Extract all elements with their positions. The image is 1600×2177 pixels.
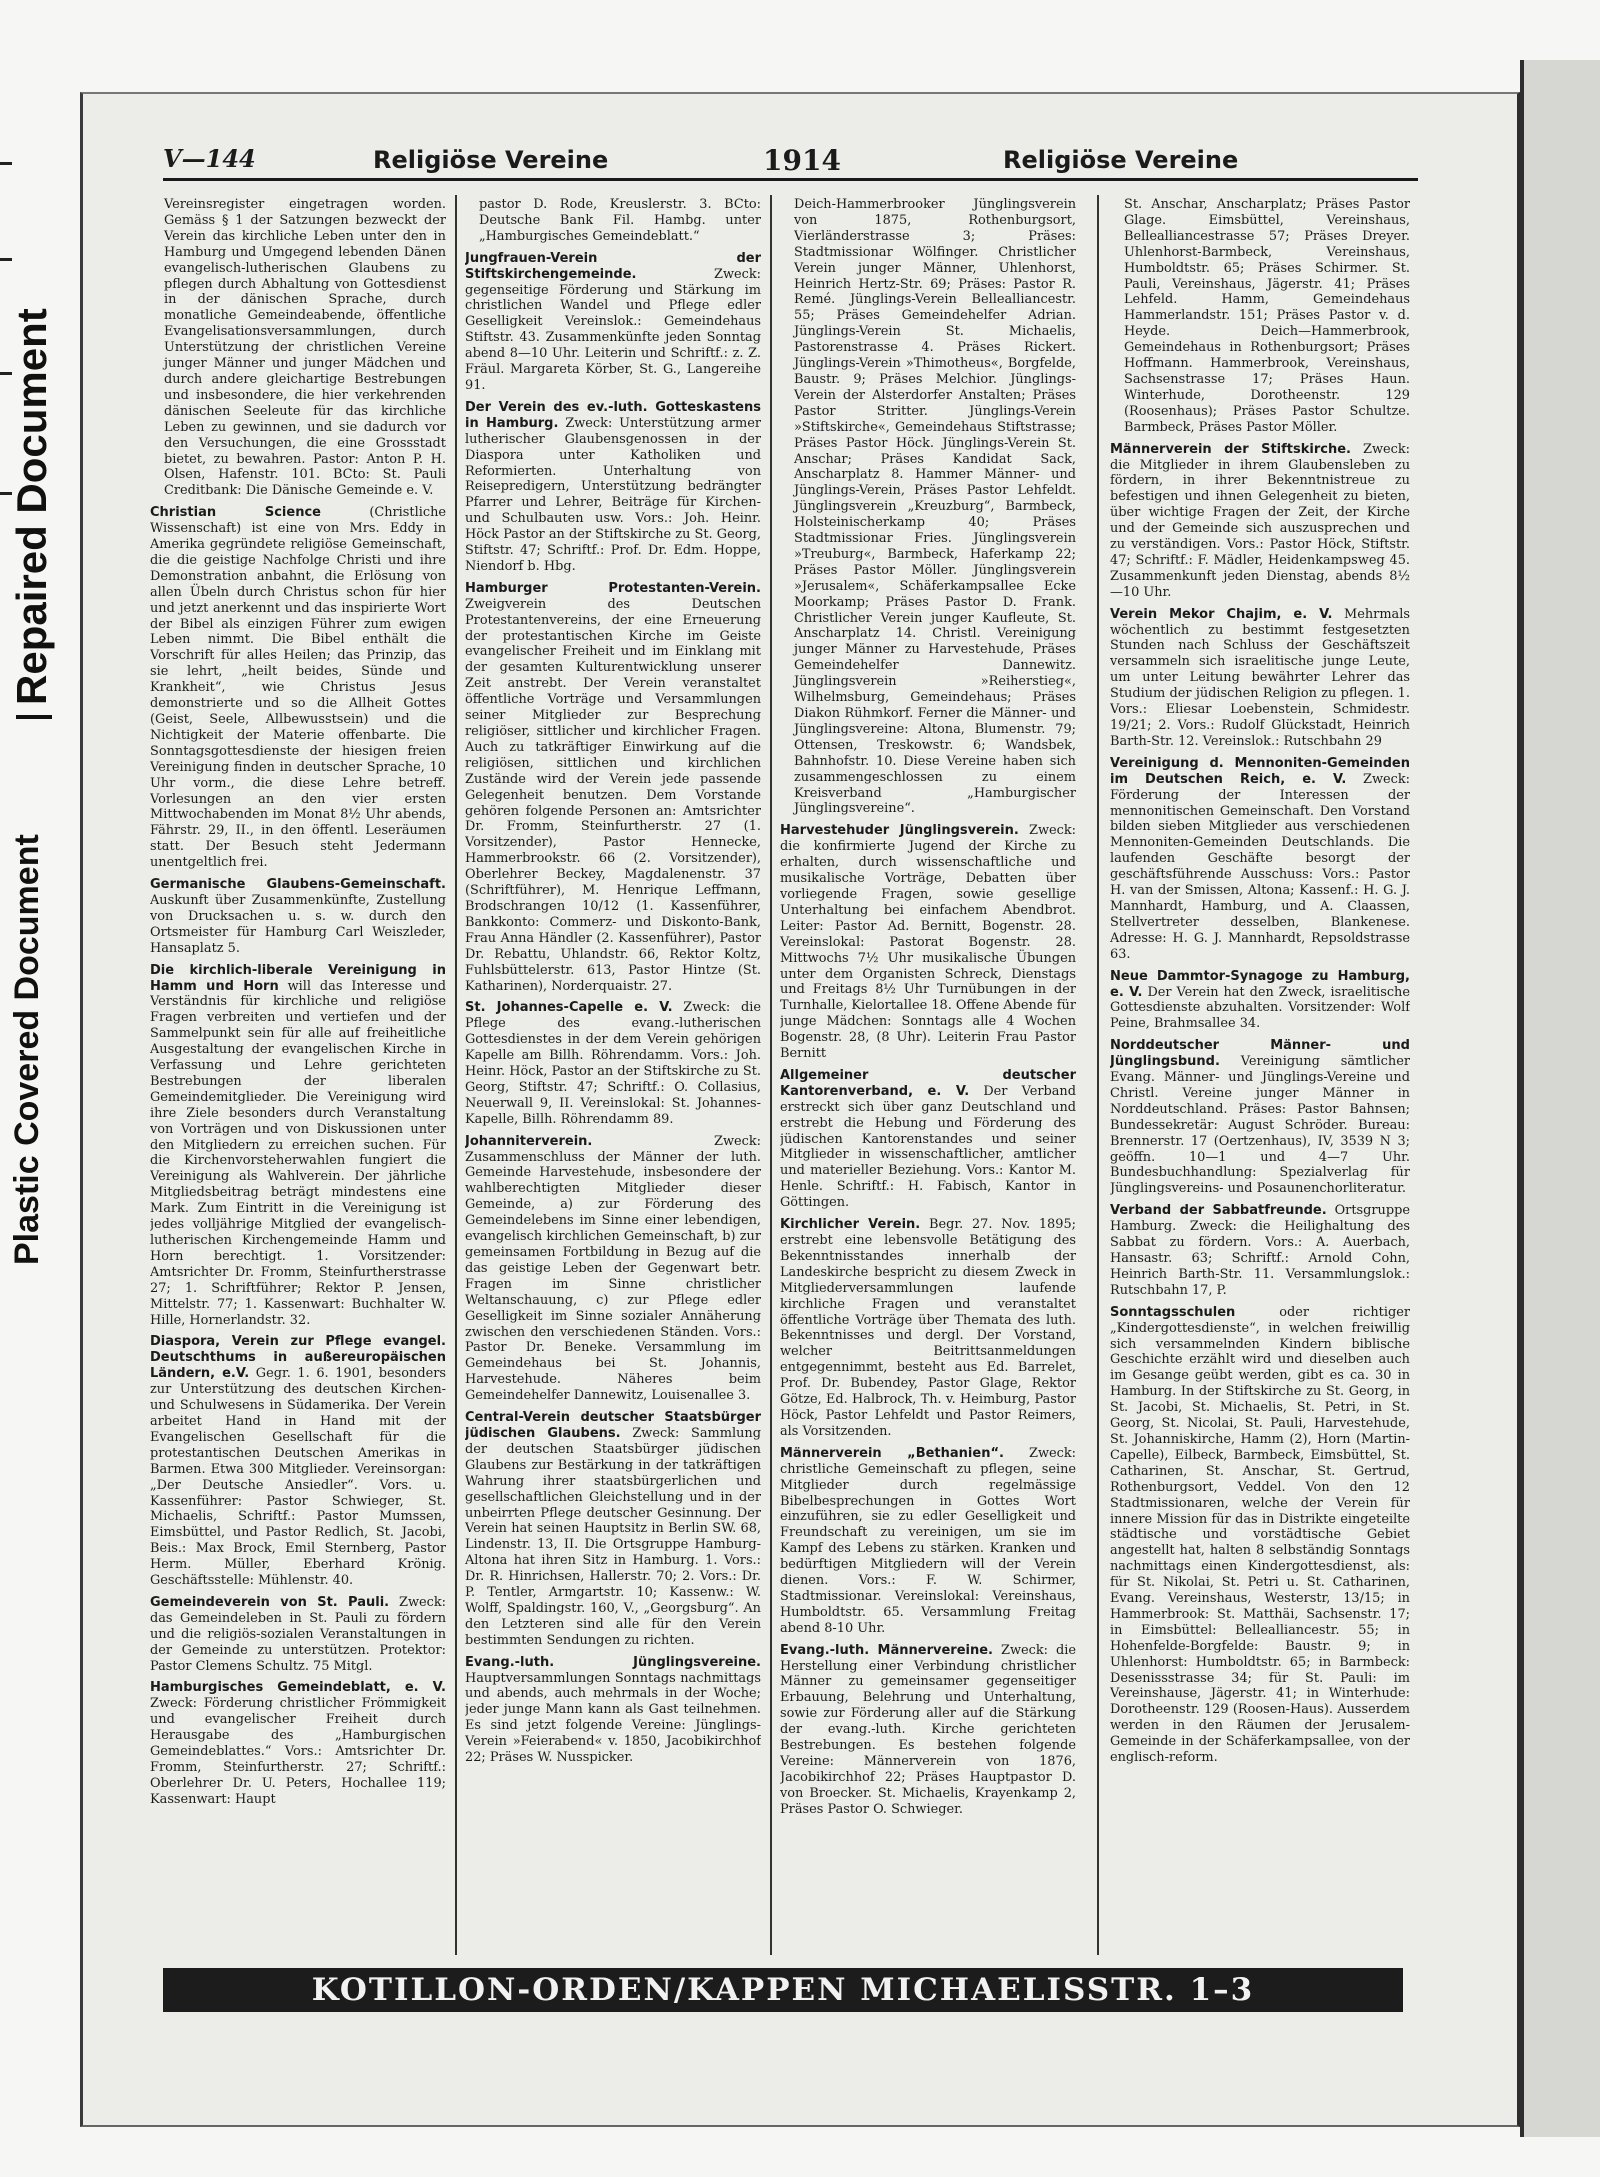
entry-title: Gemeindeverein von St. Pauli. (150, 1594, 390, 1610)
directory-entry (780, 197, 1076, 817)
entry-title: Sonntagsschulen (1110, 1304, 1236, 1320)
entry-body: Vereinsregister eingetragen worden. Gemäss § 1 der Satzungen bezweckt der Verein das kirchliche Leben unter den in Hamburg und Umgegend lebenden Dänen evangelisch-lutherischen Glaubens zu pflegen durch Abhaltung von Gottesdienst in der dänischen Sprache, durch monatliche Gemeindeabende, öffentliche Evangelisationsversammlungen, durch Unterstützung der christlichen Vereine junger Männer und junger Mädchen und durch andere gleichartige Bestrebungen und insbesondere, die hier verkehrenden dänischen Seeleute für das kirchliche Leben zu gewinnen, und sie dadurch vor den Versuchungen, die eine Grossstadt bietet, zu bewahren. Pastor: Anton P. H. Olsen, Hafenstr. 101. BCto: St. Pauli Creditbank: Die Dänische Gemeinde e. V. (164, 197, 446, 499)
directory-entry (780, 1217, 1076, 1440)
adjacent-page-edge (1520, 60, 1600, 2137)
directory-entry (150, 1334, 446, 1589)
directory-entry (780, 1068, 1076, 1211)
directory-entry (465, 400, 761, 575)
entry-body: pastor D. Rode, Kreuslerstr. 3. BCto: Deutsche Bank Fil. Hambg. unter „Hamburgisches Gemeindeblatt.“ (479, 197, 761, 244)
entry-body: Der Verband erstreckt sich über ganz Deutschland und erstrebt die Hebung und Förderung des jüdischen Kantorenstandes und seiner Mitglieder in wissenschaftlicher, amtlicher und materieller Beziehung. Vors.: Kantor M. Henle. Schriftf.: H. Fabisch, Kantor in Göttingen. (780, 1083, 1076, 1211)
advertisement-banner: KOTILLON-ORDEN/KAPPEN MICHAELISSTR. 1–3 (163, 1968, 1403, 2012)
entry-body: Auskunft über Zusammenkünfte, Zustellung von Drucksachen u. s. w. durch den Ortsmeister für Hamburg Carl Weiszleder, Hansaplatz 5. (150, 892, 446, 956)
entry-body: Der Verein hat den Zweck, israelitische Gottesdienste abzuhalten. Vorsitzender: Wolf Peine, Brahmsallee 34. (1110, 984, 1410, 1032)
entry-title: Verein Mekor Chajim, e. V. (1110, 606, 1333, 622)
plastic-covered-label: Plastic Covered Document (8, 834, 46, 1265)
entry-title: Hamburger Protestanten-Verein. (465, 580, 761, 596)
entry-body: Zweck: gegenseitige Förderung und Stärkung im christlichen Wandel und Pflege edler Geselligkeit Vereinslok.: Gemeindehaus Stiftstr. 43. Zusammenkünfte jeden Sonntag abend 8—10 Uhr. Leiterin und Schriftf.: z. Z. Fräul. Margareta Körber, St. G., Langereihe 91. (465, 266, 761, 393)
directory-entry (1110, 197, 1410, 436)
margin-tick (0, 258, 12, 261)
entry-body: Zweck: Zusammenschluss der Männer der luth. Gemeinde Harvestehude, insbesondere der wahlberechtigten Mitglieder dieser Gemeinde, a) zur Förderung des Gemeindelebens im Sinne einer lebendigen, evangelisch kirchlichen Gemeinschaft, b) zur gemeinsamen Fortbildung in Bezug auf die das geistige Leben der Gegenwart betr. Fragen im Sinne christlicher Weltanschauung, c) zur Pflege edler Geselligkeit im Sinne sozialer Annäherung zwischen den verschiedenen Ständen. Vors.: Pastor Dr. Beneke. Versammlung im Gemeindehaus bei St. Johannis, Harvestehude. Näheres beim Gemeindehelfer Dannewitz, Louisenallee 3. (465, 1133, 761, 1404)
directory-entry (465, 1134, 761, 1404)
directory-entry (150, 505, 446, 871)
directory-entry (150, 197, 446, 499)
entry-body: Zweigverein des Deutschen Protestantenvereins, der eine Erneuerung der protestantischen Kirche im Geiste evangelischer Freiheit und im Einklang mit der gesamten Kulturentwicklung unserer Zeit anstrebt. Der Verein veranstaltet öffentliche Vorträge und Versammlungen seiner Mitglieder zur Besprechung religiöser, sittlicher und kirchlicher Fragen. Auch zu tatkräftiger Einwirkung auf die religiösen, sittlichen und kirchlichen Zustände wird der Verein jede passende Gelegenheit benutzen. Dem Vorstande gehören folgende Personen an: Amtsrichter Dr. Fromm, Steinfurtherstr. 27 (1. Vorsitzender), Pastor Hennecke, Hammerbrookstr. 66 (2. Vorsitzender), Oberlehrer Beckey, Magdalenenstr. 37 (Schriftführer), M. Henrique Leffmann, Brodschrangen 10/12 (1. Kassenführer, Bankkonto: Commerz- und Diskonto-Bank, Frau Anna Händler (2. Kassenführer), Pastor Dr. Rebattu, Uhlandstr. 66, Rektor Koltz, Fuhlsbüttelerstr. 613, Pastor Hintze (St. Katharinen), Norderquaistr. 27. (465, 596, 761, 994)
entry-body: Zweck: Förderung der Interessen der mennonitischen Gemeinschaft. Den Vorstand bilden sieben Mitglieder aus verschiedenen Mennoniten-Gemeinden Deutschlands. Die laufenden Geschäfte besorgt der geschäftsführende Ausschuss: Vors.: Pastor H. van der Smissen, Altona; Kassenf.: H. G. J. Mannhardt, Hamburg, und A. Claassen, Stellvertreter desselben, Blankenese. Adresse: H. G. J. Mannhardt, Repsoldstrasse 63. (1110, 771, 1410, 962)
entry-body: Zweck: Förderung christlicher Frömmigkeit und evangelischer Freiheit durch Herausgabe des „Hamburgischen Gemeindeblattes.“ Vors.: Amtsrichter Dr. Fromm, Steinfurtherstr. 27; Schriftf.: Oberlehrer Dr. U. Peters, Hochallee 119; Kassenwart: Haupt (150, 1696, 446, 1807)
column-rule (770, 195, 772, 1955)
entry-body: Zweck: die Herstellung einer Verbindung christlicher Männer zu gemeinsamer gegenseitiger Erbauung, Belehrung und Unterhaltung, sowie zur Förderung aller auf die Stärkung der evang.-luth. Kirche gerichteten Bestrebungen. Es bestehen folgende Vereine: Männerverein von 1876, Jacobikirchhof 22; Präses Hauptpastor D. von Broecker. St. Michaelis, Krayenkamp 2, Präses Pastor O. Schwieger. (780, 1642, 1076, 1817)
directory-entry (780, 1446, 1076, 1637)
entry-title: Johanniterverein. (465, 1133, 593, 1149)
entry-title: Evang.-luth. Männervereine. (780, 1642, 993, 1658)
entry-body: Begr. 27. Nov. 1895; erstrebt eine lebensvolle Betätigung des Bekenntnisstandes innerhalb der Landeskirche bespricht zu diesem Zweck in Mitgliederversammlungen laufende kirchliche Fragen und veranstaltet öffentliche Vorträge über Themata des luth. Bekenntnisses und dergl. Der Vorstand, welcher Beitrittsanmeldungen entgegennimmt, besteht aus Ed. Barrelet, Prof. Dr. Bubendey, Pastor Glage, Rektor Götze, Ed. Halbrock, Th. v. Heimburg, Pastor Höck, Pastor Lehfeldt und Pastor Reimers, als Vorsitzenden. (780, 1217, 1076, 1439)
directory-entry (465, 1410, 761, 1649)
directory-entry (150, 877, 446, 957)
entry-title: Norddeutscher Männer- und Jünglingsbund. (1110, 1038, 1410, 1070)
directory-entry (1110, 442, 1410, 601)
label-separator (16, 715, 52, 719)
entry-title: Christian Science (150, 505, 321, 521)
entry-body: Mehrmals wöchentlich zu bestimmt festgesetzten Stunden nach Schluss der Geschäftszeit versammeln sich israelitische junge Leute, um unter Leitung bewährter Lehrer das Studium der jüdischen Religion zu pflegen. 1. Vors.: Eliesar Loebenstein, Schmidestr. 19/21; 2. Vors.: Rudolf Glückstadt, Heinrich Barth-Str. 12. Vereinslok.: Rutschbahn 29 (1110, 606, 1410, 749)
entry-body: Zweck: die konfirmierte Jugend der Kirche zu erhalten, durch wissenschaftliche und musikalische Vorträge, Debatten über vorliegende Fragen, sowie gesellige Unterhaltung bei einfachem Abendbrot. Leiter: Pastor Ad. Bernitt, Bogenstr. 28. Vereinslokal: Pastorat Bogenstr. 28. Mittwochs 7½ Uhr musikalische Übungen unter dem Organisten Schreck, Dienstags und Freitags 8½ Uhr Turnübungen in der Turnhalle, Kielortallee 18. Offene Abende für junge Mädchen: Sonntags alle 4 Wochen Bogenstr. 28, (8 Uhr). Leiterin Frau Pastor Bernitt (780, 823, 1076, 1062)
directory-entry (1110, 756, 1410, 963)
entry-body: Ortsgruppe Hamburg. Zweck: die Heilighaltung des Sabbat zu fördern. Vors.: A. Auerbach, Hansastr. 63; Schriftf.: Arnold Cohn, Heinrich Barth-Str. 11. Versammlungslok.: Rutschbahn 17, P. (1110, 1203, 1410, 1298)
entry-title: Kirchlicher Verein. (780, 1217, 921, 1233)
entry-title: Diaspora, Verein zur Pflege evangel. Deutschthums in außereuropäischen Ländern, e.V. (150, 1334, 446, 1382)
entry-body: oder richtiger „Kindergottesdienste“, in welchen freiwillig sich versammelnden Kindern biblische Geschichte erzählt wird und dieselben auch im Gesange geübt werden, gibt es ca. 30 in Hamburg. In der Stiftskirche zu St. Georg, in St. Jacobi, St. Michaelis, St. Petri, in St. Georg, St. Nicolai, St. Pauli, Harvestehude, St. Johanniskirche, Hamm (2), Horn (Martin-Capelle), Eilbeck, Barmbeck, Eimsbüttel, St. Catharinen, St. Anschar, St. Gertrud, Rothenburgsort, Veddel. Von den 12 Stadtmissionaren, welche der Verein für innere Mission für das in Distrikte eingeteilte städtische und vorstädtische Gebiet angestellt hat, halten 8 selbständig Sonntags nachmittags einen Kindergottesdienst, als: für St. Nikolai, St. Petri u. St. Catharinen, Evang. Vereinshaus, Westerstr, 13/15; in Hammerbrook: St. Matthäi, Sachsenstr. 17; in Eimsbüttel: Bellealliancestr. 55; in Hohenfelde-Borgfelde: Baustr. 9; in Uhlenhorst: Humboldtstr. 65; in Barmbeck: Desenissstrasse 34; für St. Pauli: im Vereinshause, Jägerstr. 41; in Winterhude: Dorotheenstr. 129 (Roosen-Haus). Ausserdem werden in den Räumen der Jerusalem-Gemeinde in der Schäferkampsallee, von der englisch-reform. (1110, 1304, 1410, 1766)
entry-body: Vereinigung sämtlicher Evang. Männer- und Jünglings-Vereine und Christl. Vereine junger Männer in Norddeutschland. Präses: Pastor Bahnsen; Bundessekretär: August Schröder. Bureau: Brennerstr. 17 (Oertzenhaus), IV, 3539 N 3; geöffn. 10—1 und 4—7 Uhr. Bundesbuchhandlung: Spezialverlag für Jünglingsvereins- und Posaunenchorliteratur. (1110, 1054, 1410, 1197)
directory-entry (1110, 969, 1410, 1033)
directory-entry (150, 1680, 446, 1807)
running-title-left: Religiöse Vereine (373, 146, 609, 174)
entry-title: Harvestehuder Jünglingsverein. (780, 823, 1019, 839)
entry-body: Zweck: das Gemeindeleben in St. Pauli zu fördern und die religiös-sozialen Veranstaltungen in der Gemeinde zu unterstützen. Protektor: Pastor Clemens Schultz. 75 Mitgl. (150, 1594, 446, 1674)
directory-entry (465, 1000, 761, 1127)
directory-entry (150, 963, 446, 1329)
entry-body: Zweck: die Mitglieder in ihrem Glaubensleben zu fördern, in ihrer Bekenntnistreue zu befestigen und ihnen Gelegenheit zu bieten, über wichtige Fragen der Zeit, der Kirche und der Gemeinde sich auszusprechen und zu verständigen. Vors.: Pastor Höck, Stiftstr. 47; Schriftf.: F. Mädler, Heidenkampsweg 45. Zusammenkunft jeden Dienstag, abends 8½—10 Uhr. (1110, 441, 1410, 600)
entry-title: Evang.-luth. Jünglingsvereine. (465, 1654, 761, 1670)
entry-title: Hamburgisches Gemeindeblatt, e. V. (150, 1680, 446, 1696)
directory-entry (465, 1655, 761, 1766)
entry-title: Allgemeiner deutscher Kantorenverband, e. V. (780, 1067, 1076, 1099)
header-year: 1914 (763, 144, 841, 177)
entry-title: St. Johannes-Capelle e. V. (465, 1000, 673, 1016)
repaired-document-label: Repaired Document (8, 308, 55, 705)
text-column-1 (150, 197, 446, 1967)
entry-title: Jungfrauen-Verein der Stiftskirchengemeinde. (465, 250, 761, 282)
entry-body: will das Interesse und Verständnis für kirchliche und religiöse Fragen verbreiten und vertiefen und der Sammelpunkt sein für alle auf freiheitliche Ausgestaltung der evangelischen Kirche in Verfassung und Lehre gerichteten Bestrebungen der liberalen Gemeindemitglieder. Die Vereinigung wird ihre Ziele besonders durch Veranstaltung von Vorträgen und von Diskussionen unter den Mitgliedern zu erreichen suchen. Für die Kirchenvorsteherwahlen fungiert die Vereinigung als Wahlverein. Der jährliche Mitgliedsbeitrag beträgt mindestens eine Mark. Zum Eintritt in die Vereinigung ist jedes volljährige Mitglied der evangelisch-lutherischen Kirchengemeinde Hamm und Horn berechtigt. 1. Vorsitzender: Amtsrichter Dr. Fromm, Steinfurtherstrasse 27; 1. Schriftführer; Rektor P. Jensen, Mittelstr. 77; 1. Kassenwart: Buchhalter W. Hille, Hornerlandstr. 32. (150, 978, 446, 1328)
entry-title: Die kirchlich-liberale Vereinigung in Hamm und Horn (150, 962, 446, 994)
entry-title: Verband der Sabbatfreunde. (1110, 1203, 1327, 1219)
directory-entry (150, 1595, 446, 1675)
entry-title: Männerverein der Stiftskirche. (1110, 441, 1351, 457)
directory-entry (780, 1643, 1076, 1818)
directory-entry (465, 581, 761, 995)
directory-entry (465, 197, 761, 245)
directory-entry (1110, 1305, 1410, 1766)
directory-entry (780, 823, 1076, 1062)
text-column-2 (465, 197, 761, 1967)
page-header (163, 140, 1418, 181)
entry-body: Zweck: Unterstützung armer lutherischer Glaubensgenossen in der Diaspora unter Katholiken und Reformierten. Unterhaltung von Reisepredigern, Unterstützung bedrängter Pfarrer und Lehrer, Beiträge für Kirchen- und Schulbauten usw. Vors.: Joh. Heinr. Höck Pastor an der Stiftskirche zu St. Georg, Stiftstr. 47; Schriftf.: Prof. Dr. Edm. Hoppe, Niendorf b. Hbg. (465, 415, 761, 574)
running-title-right: Religiöse Vereine (1003, 146, 1239, 174)
entry-body: Zweck: die Pflege des evang.-lutherischen Gottesdienstes in der dem Verein gehörigen Kapelle am Billh. Röhrendamm. Vors.: Joh. Heinr. Höck, Pastor an der Stiftskirche zu St. Georg, Stiftstr. 47; Schriftf.: O. Collasius, Neuerwall 9, II. Vereinslokal: St. Johannes-Kapelle, Billh. Röhrendamm 89. (465, 1000, 761, 1127)
column-rule (1097, 195, 1099, 1955)
directory-entry (1110, 1203, 1410, 1298)
column-rule (455, 195, 457, 1955)
text-column-4 (1110, 197, 1410, 1967)
entry-title: Germanische Glaubens-Gemeinschaft. (150, 877, 446, 893)
entry-body: Deich-Hammerbrooker Jünglingsverein von 1875, Rothenburgsort, Vierländerstrasse 3; Präses: Stadtmissionar Wölfinger. Christlicher Verein junger Männer, Uhlenhorst, Heinrich Hertz-Str. 69; Präses: Pastor R. Remé. Jünglings-Verein Bellealliancestr. 55; Präses Gemeindehelfer Adrian. Jünglings-Verein St. Michaelis, Pastorenstrasse 4. Präses Rickert. Jünglings-Verein »Thimotheus«, Borgfelde, Baustr. 9; Präses Melchior. Jünglings-Verein der Alsterdorfer Anstalten; Präses Pastor Stritter. Jünglings-Verein »Stiftskirche«, Gemeindehaus Stiftstrasse; Präses Pastor Höck. Jünglings-Verein St. Anschar; Präses Kandidat Sack, Anscharplatz 8. Hammer Männer- und Jünglings-Verein, Präses Pastor Lehfeldt. Jünglingsverein „Kreuzburg“, Barmbeck, Holsteinischerkamp 40; Präses Stadtmissionar Fries. Jünglingsverein »Treuburg«, Barmbeck, Haferkamp 22; Präses Pastor Möller. Jünglingsverein »Jerusalem«, Schäferkampsallee Ecke Moorkamp; Präses Pastor D. Frank. Christlicher Verein junger Kaufleute, St. Anscharplatz 14. Christl. Vereinigung junger Männer zu Harvestehude, Präses Gemeindehelfer Dannewitz. Jünglingsverein »Reiherstieg«, Wilhelmsburg, Gemeindehaus; Präses Diakon Rühmkorf. Ferner die Männer- und Jünglingsvereine: Altona, Blumenstr. 79; Ottensen, Treskowstr. 6; Wandsbek, Bahnhofstr. 10. Diese Vereine haben sich zusammengeschlossen zu einem Kreisverband „Hamburgischer Jünglingsvereine“. (794, 197, 1076, 817)
margin-tick (0, 162, 12, 165)
text-column-3 (780, 197, 1076, 1967)
page-number: V—144 (163, 144, 256, 173)
entry-body: (Christliche Wissenschaft) ist eine von Mrs. Eddy in Amerika gegründete religiöse Gemeinschaft, die die geistige Nachfolge Christi und ihre Demonstration anbahnt, die Erlösung von allen Übeln durch Christus schon für hier und jetzt anerkennt und das inspirierte Wort der Bibel als einzigen Führer zum ewigen Leben nimmt. Die Bibel enthält die Vorschrift für alles Heilen; das Prinzip, das sie lehrt, „heilt beides, Sünde und Krankheit“, wie Christus Jesus demonstrierte und so die Allheit Gottes (Geist, Seele, Allbewusstsein) und die Nichtigkeit der Materie offenbarte. Die Sonntagsgottesdienste der hiesigen freien Vereinigung finden in deutscher Sprache, 10 Uhr vorm., die diese Lehre betreff. Vorlesungen an den vier ersten Mittwochabenden im Monat 8½ Uhr abends, Fährstr. 29, II., in den öffentl. Leseräumen statt. Der Besuch steht Jedermann unentgeltlich frei. (150, 505, 446, 871)
entry-body: St. Anschar, Anscharplatz; Präses Pastor Glage. Eimsbüttel, Vereinshaus, Bellealliancestrasse 57; Präses Dreyer. Uhlenhorst-Barmbeck, Vereinshaus, Humboldtstr. 65; Präses Schirmer. St. Pauli, Vereinshaus, Jägerstr. 41; Präses Lehfeld. Hamm, Gemeindehaus Hammerlandstr. 151; Präses Pastor v. d. Heyde. Deich—Hammerbrook, Gemeindehaus in Rothenburgsort; Präses Hoffmann. Hammerbrook, Vereinshaus, Sachsenstrasse 17; Präses Haun. Winterhude, Dorotheenstr. 129 (Roosenhaus); Präses Pastor Schultze. Barmbeck, Präses Pastor Möller. (1124, 197, 1410, 435)
entry-title: Der Verein des ev.-luth. Gotteskastens in Hamburg. (465, 399, 761, 431)
entry-title: Vereinigung d. Mennoniten-Gemeinden im Deutschen Reich, e. V. (1110, 755, 1410, 787)
directory-entry (1110, 1038, 1410, 1197)
entry-body: Gegr. 1. 6. 1901, besonders zur Unterstützung des deutschen Kirchen- und Schulwesens in Südamerika. Der Verein arbeitet Hand in Hand mit der Evangelischen Gesellschaft für die protestantischen Deutschen Amerikas in Barmen. Etwa 300 Mitglieder. Vereinsorgan: „Der Deutsche Ansiedler“. Vors. u. Kassenführer: Pastor Schwieger, St. Michaelis, Schriftf.: Pastor Mumssen, Eimsbüttel, und Pastor Redlich, St. Jacobi, Beis.: Max Brock, Emil Sternberg, Pastor Herm. Müller, Eberhard Krönig. Geschäftsstelle: Mühlenstr. 40. (150, 1366, 446, 1589)
entry-title: Neue Dammtor-Synagoge zu Hamburg, e. V. (1110, 968, 1410, 1000)
entry-body: Zweck: Sammlung der deutschen Staatsbürger jüdischen Glaubens zur Bestärkung in der tatkräftigen Wahrung ihrer staatsbürgerlichen und gesellschaftlichen Gleichstellung und in der unbeirrten Pflege deutscher Gesinnung. Der Verein hat seinen Hauptsitz in Berlin SW. 68, Lindenstr. 13, II. Die Ortsgruppe Hamburg-Altona hat ihren Sitz in Hamburg. 1. Vors.: Dr. R. Hinrichsen, Hallerstr. 70; 2. Vors.: Dr. P. Tentler, Armgartstr. 10; Kassenw.: W. Wolff, Spaldingstr. 160, V., „Georgsburg“. An den Letzteren sind alle für den Verein bestimmten Sendungen zu richten. (465, 1425, 761, 1648)
entry-body: Zweck: christliche Gemeinschaft zu pflegen, seine Mitglieder durch regelmässige Bibelbesprechungen in Gottes Wort einzuführen, sie zu edler Geselligkeit und Freundschaft zu vereinigen, um sie im Kampf des Lebens zu stärken. Kranken und bedürftigen Mitgliedern will der Verein dienen. Vors.: F. W. Schirmer, Stadtmissionar. Vereinslokal: Vereinshaus, Humboldtstr. 65. Versammlung Freitag abend 8-10 Uhr. (780, 1445, 1076, 1636)
entry-title: Männerverein „Bethanien“. (780, 1445, 1004, 1461)
directory-entry (1110, 607, 1410, 750)
directory-entry (465, 251, 761, 394)
entry-body: Hauptversammlungen Sonntags nachmittags und abends, auch mehrmals in der Woche; jeder junge Mann kann als Gast teilnehmen. Es sind jetzt folgende Vereine: Jünglings-Verein »Feierabend« v. 1850, Jacobikirchhof 22; Präses W. Nusspicker. (465, 1670, 761, 1766)
entry-title: Central-Verein deutscher Staatsbürger jüdischen Glaubens. (465, 1410, 761, 1441)
